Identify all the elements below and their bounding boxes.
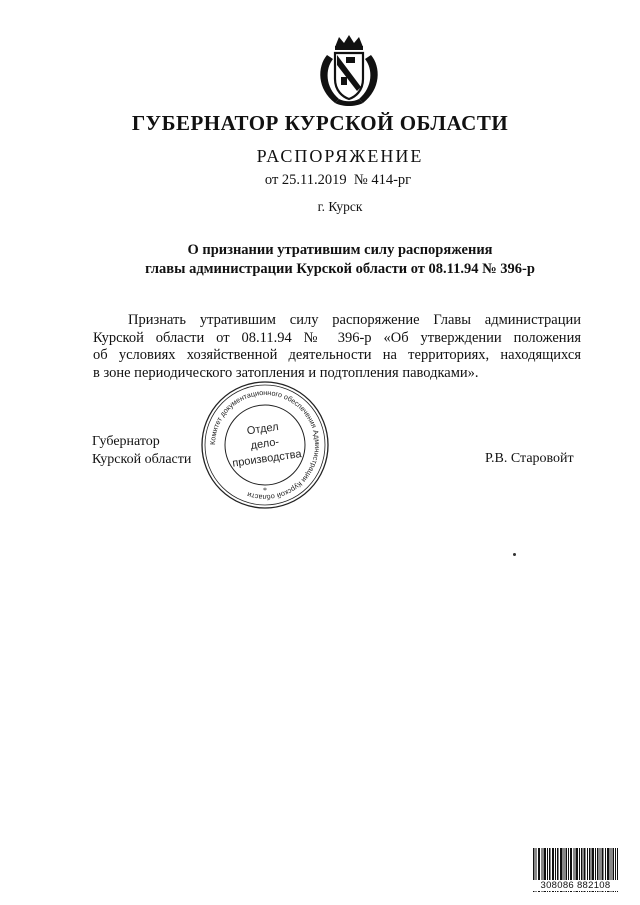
signer-name: Р.В. Старовойт xyxy=(485,451,574,466)
svg-text:*: * xyxy=(263,486,267,495)
scan-speck xyxy=(513,553,516,556)
stamp-center-line: производства xyxy=(231,448,303,470)
office-stamp xyxy=(199,379,331,511)
barcode-number: 308086 882108 xyxy=(533,880,618,891)
stamp-center-line: Отдел xyxy=(246,420,280,438)
document-title-line: О признании утратившим силу распоряжения xyxy=(187,242,493,258)
stamp-center-line: дело- xyxy=(249,436,280,452)
body-line: Курской области от 08.11.94 № 396-р «Об утверждении положения xyxy=(93,329,581,346)
document-title xyxy=(90,241,590,279)
document-title-line: главы администрации Курской области от 08.11.94 № 396-р xyxy=(145,261,535,277)
stamp-ring-text: Комитет документационного обеспечения Администрации Курской области xyxy=(207,387,323,503)
body-line: в зоне периодического затопления и подтопления паводками». xyxy=(93,364,479,381)
issuing-authority-heading: ГУБЕРНАТОР КУРСКОЙ ОБЛАСТИ xyxy=(131,111,509,135)
coat-of-arms-emblem xyxy=(313,33,385,107)
signer-position-line: Курской области xyxy=(92,452,192,467)
signer-position-line: Губернатор xyxy=(92,434,160,449)
document-type-heading: РАСПОРЯЖЕНИЕ xyxy=(256,146,424,166)
document-date-number: от 25.11.2019 № 414-рг xyxy=(264,172,412,188)
signer-position xyxy=(92,433,191,469)
body-line: об условиях хозяйственной деятельности на территориях, находящихся xyxy=(93,347,581,363)
document-body xyxy=(93,312,581,382)
document-city: г. Курск xyxy=(317,199,363,214)
body-line: Признать утратившим силу распоряжение Главы администрации xyxy=(128,312,581,328)
